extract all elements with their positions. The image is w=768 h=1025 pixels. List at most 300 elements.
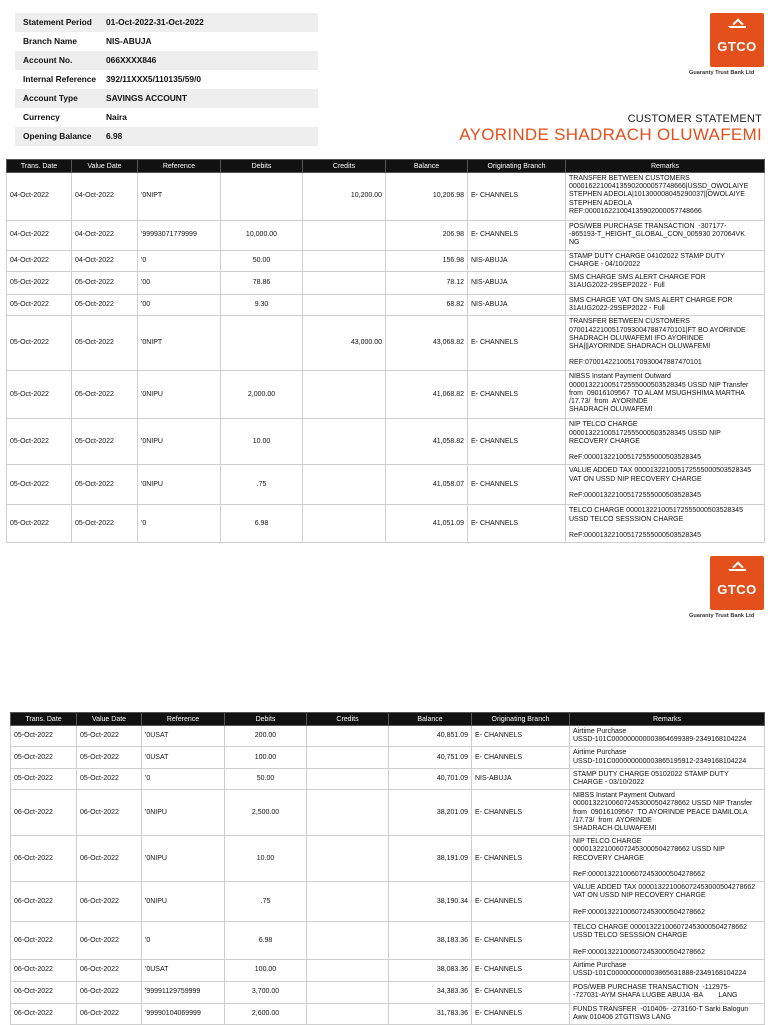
table-row <box>11 1003 765 1024</box>
value-date-cell: 05-Oct-2022 <box>77 768 142 789</box>
remark-line <box>569 524 761 532</box>
reference-cell: '0 <box>142 922 225 960</box>
remark-line: POS/WEB PURCHASE TRANSACTION -307177- <box>569 223 727 230</box>
debits-cell: 2,600.00 <box>225 1003 307 1024</box>
trans-date-cell: 05-Oct-2022 <box>7 272 72 295</box>
table-row <box>11 747 765 768</box>
remark-line: USSD-101C000000000003864699389-2349168104224 <box>573 736 747 744</box>
remark-line: -865193-T_HEIGHT_GLOBAL_CON_005930 207064VK <box>569 231 745 239</box>
credits-cell <box>307 981 389 1003</box>
table-row <box>7 465 765 505</box>
balance-cell: 206.98 <box>386 221 468 251</box>
credits-cell <box>307 960 389 981</box>
value-date-cell: 05-Oct-2022 <box>72 295 138 316</box>
debits-cell: 6.98 <box>225 922 307 960</box>
remark-line: VALUE ADDED TAX 000013221005172555000503528345 <box>569 467 752 475</box>
balance-cell: 68.82 <box>386 295 468 316</box>
value-date-cell: 06-Oct-2022 <box>77 981 142 1003</box>
remark-line: ReF:000013221005172555000503528345 <box>569 492 701 500</box>
debits-cell: 78.86 <box>221 272 303 295</box>
reference-cell: '99991129759999 <box>142 981 225 1003</box>
trans-date-cell: 05-Oct-2022 <box>7 295 72 316</box>
value-date-cell: 05-Oct-2022 <box>72 465 138 505</box>
branch-cell: NIS-ABUJA <box>468 295 566 316</box>
value-date-cell: 05-Oct-2022 <box>72 272 138 295</box>
debits-cell: 10.00 <box>221 419 303 465</box>
logo-caption: Guaranty Trust Bank Ltd <box>689 70 755 76</box>
value-date-cell: 05-Oct-2022 <box>72 316 138 371</box>
branch-cell: NIS-ABUJA <box>468 250 566 271</box>
value-date-cell: 05-Oct-2022 <box>77 747 142 768</box>
value-date-cell: 06-Oct-2022 <box>77 1003 142 1024</box>
balance-cell: 38,083.36 <box>389 960 472 981</box>
trans-date-cell: 06-Oct-2022 <box>11 960 77 981</box>
balance-cell: 40,851.09 <box>389 726 472 747</box>
credits-cell <box>307 836 389 882</box>
info-value: 6.98 <box>106 131 123 142</box>
column-header: Remarks <box>566 160 765 173</box>
branch-cell: E- CHANNELS <box>468 316 566 371</box>
remarks-cell <box>566 419 765 465</box>
column-header: Value Date <box>72 160 138 173</box>
remark-line: 000013221005172555000503528345 USSD NIP <box>569 429 721 437</box>
value-date-cell: 06-Oct-2022 <box>77 960 142 981</box>
credits-cell <box>307 882 389 922</box>
remarks-cell <box>566 272 765 295</box>
table-row <box>7 371 765 419</box>
reference-cell: '0USAT <box>142 747 225 768</box>
debits-cell: 2,000.00 <box>221 371 303 419</box>
table-row <box>11 836 765 882</box>
remark-line: REF:000016221004135902000057748666 <box>569 207 702 215</box>
remark-line: STEPHEN ADEOLA <box>569 199 633 207</box>
credits-cell <box>303 221 386 251</box>
remark-line: CHARGE - 03/10/2022 <box>573 779 645 787</box>
reference-cell: '0NIPU <box>138 419 221 465</box>
remark-line: VAT ON USSD NIP RECOVERY CHARGE <box>573 892 706 900</box>
remarks-cell <box>566 505 765 543</box>
remark-line: POS/WEB PURCHASE TRANSACTION -112975- <box>573 983 730 991</box>
table-row <box>7 250 765 271</box>
branch-cell: E- CHANNELS <box>468 505 566 543</box>
customer-name: AYORINDE SHADRACH OLUWAFEMI <box>459 125 762 144</box>
table-row <box>11 882 765 922</box>
branch-cell: E- CHANNELS <box>472 726 570 747</box>
remark-line: FUNDS TRANSFER -010406- -273160-T Sarki Balogun <box>573 1005 749 1013</box>
column-header: Debits <box>221 160 303 173</box>
remarks-cell <box>566 221 765 251</box>
debits-cell: 6.98 <box>221 505 303 543</box>
column-header: Trans. Date <box>11 713 77 726</box>
reference-cell: '0NIPT <box>138 316 221 371</box>
reference-cell: '0NIPU <box>138 371 221 419</box>
column-header: Originating Branch <box>472 713 570 726</box>
credits-cell: 10,200.00 <box>303 173 386 221</box>
balance-cell: 40,751.09 <box>389 747 472 768</box>
remark-line: RECOVERY CHARGE <box>569 437 640 445</box>
info-label: Account No. <box>23 55 73 66</box>
branch-cell: E- CHANNELS <box>472 1003 570 1024</box>
credits-cell <box>303 272 386 295</box>
remark-line: TRANSFER BETWEEN CUSTOMERS <box>569 318 690 326</box>
branch-cell: E- CHANNELS <box>472 790 570 836</box>
remark-line <box>569 351 761 359</box>
balance-cell: 41,051.09 <box>386 505 468 543</box>
table-row <box>7 173 765 221</box>
debits-cell: 10,000.00 <box>221 221 303 251</box>
remark-line: from 09016109567 TO ALAM MSUGHSHIMA MARTHA <box>569 389 745 397</box>
logo-caption-page-2: Guaranty Trust Bank Ltd <box>689 613 755 619</box>
remark-line: 000013221005172555000503528345 USSD NIP Transfer <box>569 381 749 389</box>
table-row <box>7 505 765 543</box>
value-date-cell: 04-Oct-2022 <box>72 250 138 271</box>
remark-line: /17.73/ from AYORINDE <box>569 398 648 406</box>
table-header-row <box>11 713 765 726</box>
debits-cell: 50.00 <box>221 250 303 271</box>
value-date-cell: 05-Oct-2022 <box>72 419 138 465</box>
info-row <box>15 127 318 146</box>
remark-line <box>569 446 761 454</box>
remarks-cell <box>566 316 765 371</box>
remark-line: from 09016109567 TO AYORINDE PEACE DAMILOLA <box>573 808 748 816</box>
statement-title: CUSTOMER STATEMENT <box>627 113 762 125</box>
remark-line: SHADRACH OLUWAFEMI <box>569 406 653 414</box>
remark-line: 000013221006072453000504278662 USSD NIP <box>573 846 725 854</box>
balance-cell: 31,783.36 <box>389 1003 472 1024</box>
trans-date-cell: 06-Oct-2022 <box>11 922 77 960</box>
remark-line: SHADRACH OLUWAFEMI <box>573 825 657 833</box>
info-value: 01-Oct-2022-31-Oct-2022 <box>106 17 204 28</box>
remark-line: STEPHEN ADEOLA|101300008045290037||OWOLAIYE <box>569 191 745 199</box>
column-header: Balance <box>389 713 472 726</box>
branch-cell: E- CHANNELS <box>468 371 566 419</box>
column-header: Debits <box>225 713 307 726</box>
remark-line: VALUE ADDED TAX 000013221006072453000504278662 <box>573 884 756 892</box>
branch-cell: E- CHANNELS <box>472 981 570 1003</box>
remarks-cell <box>570 747 765 768</box>
info-row <box>15 32 318 51</box>
reference-cell: '0 <box>142 768 225 789</box>
trans-date-cell: 05-Oct-2022 <box>7 419 72 465</box>
credits-cell <box>307 747 389 768</box>
credits-cell: 43,000.00 <box>303 316 386 371</box>
remark-line: NIBSS Instant Payment Outward <box>569 373 671 381</box>
remark-line: ReF:000013221006072453000504278662 <box>573 871 705 879</box>
value-date-cell: 06-Oct-2022 <box>77 882 142 922</box>
balance-cell: 38,201.09 <box>389 790 472 836</box>
remark-line: NIP TELCO CHARGE <box>569 421 638 429</box>
logo-text: GTCO <box>717 582 757 597</box>
value-date-cell: 06-Oct-2022 <box>77 790 142 836</box>
balance-cell: 38,191.09 <box>389 836 472 882</box>
info-row <box>15 13 318 32</box>
info-row <box>15 108 318 127</box>
remark-line: Airtime Purchase <box>573 962 627 970</box>
credits-cell <box>303 250 386 271</box>
value-date-cell: 04-Oct-2022 <box>72 221 138 251</box>
credits-cell <box>303 419 386 465</box>
remark-line: 31AUG2022-29SEP2022 - Full <box>569 305 665 313</box>
table-row <box>11 726 765 747</box>
balance-cell: 38,190.34 <box>389 882 472 922</box>
table-row <box>7 295 765 316</box>
remark-line: CHARGE - 04/10/2022 <box>569 260 641 268</box>
column-header: Originating Branch <box>468 160 566 173</box>
reference-cell: '0NIPU <box>138 465 221 505</box>
branch-cell: E- CHANNELS <box>472 960 570 981</box>
table-row <box>11 790 765 836</box>
gtco-mark-icon <box>728 569 746 579</box>
info-value: SAVINGS ACCOUNT <box>106 93 187 104</box>
remark-line: 000016221004135902000057748666|USSD_OWOLAIYE <box>569 183 749 191</box>
reference-cell: '0 <box>138 250 221 271</box>
branch-cell: E- CHANNELS <box>472 747 570 768</box>
remark-line: STAMP DUTY CHARGE 04102022 STAMP DUTY <box>569 252 725 260</box>
remarks-cell <box>566 465 765 505</box>
debits-cell: 9.30 <box>221 295 303 316</box>
info-label: Branch Name <box>23 36 77 47</box>
reference-cell: '0NIPU <box>142 882 225 922</box>
remark-line: NG <box>569 239 580 247</box>
remark-line: SMS CHARGE SMS ALERT CHARGE FOR <box>569 274 706 282</box>
balance-cell: 40,701.09 <box>389 768 472 789</box>
remark-line: NIBSS Instant Payment Outward <box>573 792 675 800</box>
remarks-cell <box>570 836 765 882</box>
column-header: Balance <box>386 160 468 173</box>
trans-date-cell: 06-Oct-2022 <box>11 790 77 836</box>
remark-line <box>573 863 761 871</box>
table-row <box>11 981 765 1003</box>
info-label: Internal Reference <box>23 74 97 85</box>
trans-date-cell: 05-Oct-2022 <box>11 747 77 768</box>
gtco-logo-page-2 <box>710 556 764 610</box>
debits-cell: .75 <box>221 465 303 505</box>
remarks-cell <box>570 768 765 789</box>
credits-cell <box>303 371 386 419</box>
table-header-row <box>7 160 765 173</box>
trans-date-cell: 05-Oct-2022 <box>7 505 72 543</box>
branch-cell: E- CHANNELS <box>468 419 566 465</box>
reference-cell: '0NIPT <box>138 173 221 221</box>
balance-cell: 10,206.98 <box>386 173 468 221</box>
table-row <box>11 768 765 789</box>
remarks-cell <box>570 726 765 747</box>
column-header: Trans. Date <box>7 160 72 173</box>
info-value: 066XXXX846 <box>106 55 157 66</box>
column-header: Remarks <box>570 713 765 726</box>
remarks-cell <box>570 1003 765 1024</box>
info-label: Statement Period <box>23 17 92 28</box>
remark-line: Airtime Purchase <box>573 728 627 735</box>
remark-line: NIP TELCO CHARGE <box>573 838 642 846</box>
debits-cell: 100.00 <box>225 960 307 981</box>
remark-line: SHA|||AYORINDE SHADRACH OLUWAFEMI <box>569 343 711 351</box>
reference-cell: '0USAT <box>142 960 225 981</box>
account-info-block <box>15 13 318 146</box>
trans-date-cell: 06-Oct-2022 <box>11 1003 77 1024</box>
value-date-cell: 06-Oct-2022 <box>77 836 142 882</box>
column-header: Value Date <box>77 713 142 726</box>
value-date-cell: 04-Oct-2022 <box>72 173 138 221</box>
reference-cell: '0USAT <box>142 726 225 747</box>
credits-cell <box>307 768 389 789</box>
trans-date-cell: 05-Oct-2022 <box>11 726 77 747</box>
table-row <box>11 922 765 960</box>
value-date-cell: 05-Oct-2022 <box>72 505 138 543</box>
value-date-cell: 05-Oct-2022 <box>72 371 138 419</box>
remarks-cell <box>570 922 765 960</box>
remark-line: ReF:000013221006072453000504278662 <box>573 908 705 916</box>
info-label: Opening Balance <box>23 131 92 142</box>
remark-line: ReF:000013221005172555000503528345 <box>569 454 701 462</box>
branch-cell: E- CHANNELS <box>468 221 566 251</box>
reference-cell: '00 <box>138 295 221 316</box>
remark-line <box>573 941 761 949</box>
remark-line: TRANSFER BETWEEN CUSTOMERS <box>569 175 690 182</box>
reference-cell: '00 <box>138 272 221 295</box>
remark-line: USSD TELCO SESSSION CHARGE <box>573 932 688 940</box>
value-date-cell: 05-Oct-2022 <box>77 726 142 747</box>
remark-line: TELCO CHARGE 000013221005172555000503528345 <box>569 507 743 515</box>
remark-line: 31AUG2022-29SEP2022 - Full <box>569 282 665 290</box>
debits-cell: 2,500.00 <box>225 790 307 836</box>
trans-date-cell: 05-Oct-2022 <box>11 768 77 789</box>
remark-line <box>573 901 761 909</box>
debits-cell <box>221 316 303 371</box>
balance-cell: 78.12 <box>386 272 468 295</box>
branch-cell: E- CHANNELS <box>472 882 570 922</box>
credits-cell <box>303 295 386 316</box>
debits-cell: 10.00 <box>225 836 307 882</box>
remark-line: SMS CHARGE VAT ON SMS ALERT CHARGE FOR <box>569 297 733 305</box>
branch-cell: E- CHANNELS <box>468 465 566 505</box>
table-row <box>7 272 765 295</box>
trans-date-cell: 06-Oct-2022 <box>11 981 77 1003</box>
credits-cell <box>303 465 386 505</box>
remark-line: VAT ON USSD NIP RECOVERY CHARGE <box>569 475 702 483</box>
remarks-cell <box>566 371 765 419</box>
credits-cell <box>307 726 389 747</box>
table-row <box>7 419 765 465</box>
balance-cell: 43,068.82 <box>386 316 468 371</box>
remark-line: RECOVERY CHARGE <box>573 854 644 862</box>
branch-cell: E- CHANNELS <box>472 922 570 960</box>
remark-line: Aww 010406 2TGTISW3 LANG <box>573 1013 671 1021</box>
transactions-table-page-1 <box>6 159 765 543</box>
trans-date-cell: 06-Oct-2022 <box>11 836 77 882</box>
trans-date-cell: 04-Oct-2022 <box>7 173 72 221</box>
debits-cell: 200.00 <box>225 726 307 747</box>
info-value: 392/11XXX5/110135/59/0 <box>106 74 202 85</box>
trans-date-cell: 04-Oct-2022 <box>7 221 72 251</box>
reference-cell: '0NIPU <box>142 790 225 836</box>
remark-line: TELCO CHARGE 000013221006072453000504278662 <box>573 924 747 932</box>
credits-cell <box>307 790 389 836</box>
branch-cell: NIS-ABUJA <box>468 272 566 295</box>
remark-line: USSD TELCO SESSSION CHARGE <box>569 515 684 523</box>
balance-cell: 156.98 <box>386 250 468 271</box>
reference-cell: '99993071779999 <box>138 221 221 251</box>
trans-date-cell: 05-Oct-2022 <box>7 316 72 371</box>
table-row <box>7 316 765 371</box>
reference-cell: '0 <box>138 505 221 543</box>
gtco-mark-icon <box>728 26 746 36</box>
column-header: Reference <box>138 160 221 173</box>
debits-cell <box>221 173 303 221</box>
remarks-cell <box>566 173 765 221</box>
trans-date-cell: 05-Oct-2022 <box>7 465 72 505</box>
remarks-cell <box>570 981 765 1003</box>
remark-line <box>569 484 761 492</box>
reference-cell: '99990104069999 <box>142 1003 225 1024</box>
remark-line: 070014221005170930047887470101|FT BO AYORINDE <box>569 326 746 334</box>
remark-line: REF:070014221005170930047887470101 <box>569 359 702 367</box>
remark-line: SHADRACH OLUWAFEMI IFO AYORINDE <box>569 334 704 342</box>
balance-cell: 41,058.07 <box>386 465 468 505</box>
debits-cell: 50.00 <box>225 768 307 789</box>
remarks-cell <box>570 790 765 836</box>
transactions-table-page-2 <box>10 712 765 1025</box>
value-date-cell: 06-Oct-2022 <box>77 922 142 960</box>
debits-cell: .75 <box>225 882 307 922</box>
balance-cell: 41,068.82 <box>386 371 468 419</box>
remark-line: ReF:000013221006072453000504278662 <box>573 948 705 956</box>
remarks-cell <box>570 960 765 981</box>
remark-line: -727031-AYM SHAFA LUGBE ABUJA -BA LANG <box>573 991 738 999</box>
remark-line: 000013221006072453000504278662 USSD NIP Transfer <box>573 800 753 808</box>
remark-line: USSD-101C000000000003865195912-2349168104224 <box>573 757 747 765</box>
column-header: Reference <box>142 713 225 726</box>
info-row <box>15 51 318 70</box>
trans-date-cell: 06-Oct-2022 <box>11 882 77 922</box>
balance-cell: 41,058.82 <box>386 419 468 465</box>
credits-cell <box>303 505 386 543</box>
logo-text: GTCO <box>717 39 757 54</box>
remark-line: ReF:000013221005172555000503528345 <box>569 532 701 540</box>
table-row <box>11 960 765 981</box>
info-label: Account Type <box>23 93 78 104</box>
credits-cell <box>307 1003 389 1024</box>
remark-line: STAMP DUTY CHARGE 05102022 STAMP DUTY <box>573 770 729 778</box>
info-row <box>15 70 318 89</box>
credits-cell <box>307 922 389 960</box>
info-row <box>15 89 318 108</box>
column-header: Credits <box>303 160 386 173</box>
branch-cell: NIS-ABUJA <box>472 768 570 789</box>
info-value: NIS-ABUJA <box>106 36 152 47</box>
info-label: Currency <box>23 112 60 123</box>
gtco-logo <box>710 13 764 67</box>
info-value: Naira <box>106 112 127 123</box>
trans-date-cell: 05-Oct-2022 <box>7 371 72 419</box>
remarks-cell <box>566 250 765 271</box>
remarks-cell <box>570 882 765 922</box>
branch-cell: E- CHANNELS <box>468 173 566 221</box>
debits-cell: 100.00 <box>225 747 307 768</box>
reference-cell: '0NIPU <box>142 836 225 882</box>
remark-line: /17.73/ from AYORINDE <box>573 816 652 824</box>
remark-line: Airtime Purchase <box>573 749 627 757</box>
column-header: Credits <box>307 713 389 726</box>
trans-date-cell: 04-Oct-2022 <box>7 250 72 271</box>
debits-cell: 3,700.00 <box>225 981 307 1003</box>
table-row <box>7 221 765 251</box>
balance-cell: 34,383.36 <box>389 981 472 1003</box>
branch-cell: E- CHANNELS <box>472 836 570 882</box>
remark-line: USSD-101C000000000003865631888-2349168104224 <box>573 970 747 978</box>
balance-cell: 38,183.36 <box>389 922 472 960</box>
remarks-cell <box>566 295 765 316</box>
